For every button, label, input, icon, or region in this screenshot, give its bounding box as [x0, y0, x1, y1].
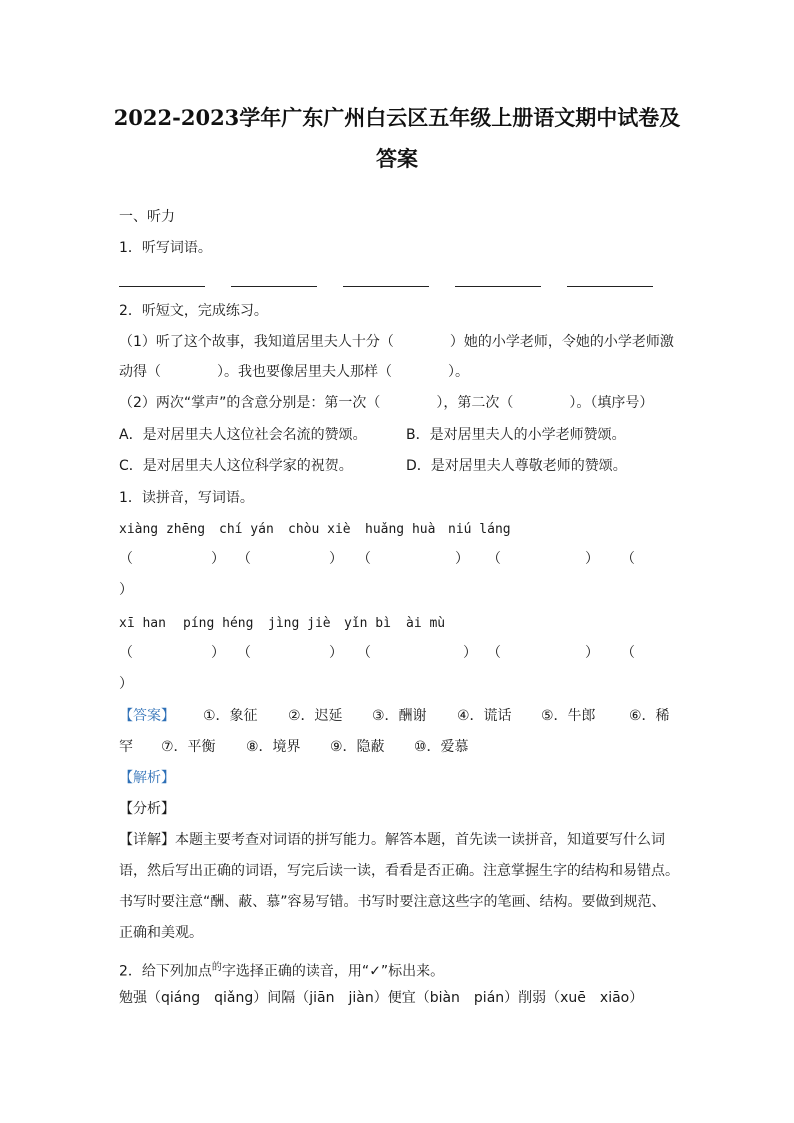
paren-row-2	[119, 643, 679, 663]
title-line-1: 2022-2023学年广东广州白云区五年级上册语文期中试卷及	[113, 105, 681, 130]
paren-open: （	[357, 645, 371, 661]
answer-item: 罕	[119, 739, 133, 755]
pinyin-item: huǎng huà	[365, 522, 436, 537]
pinyin-item: chí yán	[219, 522, 274, 537]
question-2-1-line-b: 动得（ ）。我也要像居里夫人那样（ ）。	[119, 364, 469, 380]
paren-open: （	[621, 645, 635, 661]
question-4-text-b: 字选择正确的读音，用“	[221, 963, 370, 980]
paren-close: ）	[211, 551, 225, 567]
paren-row-2-close: ）	[119, 676, 133, 692]
question-4	[119, 958, 444, 982]
pinyin-item: jìng jiè	[268, 616, 331, 631]
title-line-2: 答案	[376, 146, 418, 171]
question-2-2: （2）两次“掌声”的含意分别是：第一次（ ），第二次（ ）。（填序号）	[119, 395, 654, 411]
paren-close: ）	[329, 645, 343, 661]
detail-line-4: 正确和美观。	[119, 925, 203, 941]
paren-close: ）	[211, 645, 225, 661]
answer-item: ②．迟延	[288, 708, 343, 724]
answer-blank-3	[343, 286, 429, 287]
pinyin-row-2	[119, 614, 679, 634]
pinyin-item: xī han	[119, 616, 166, 631]
question-4-text-a: 2．给下列加点	[119, 963, 212, 980]
paren-close: ）	[329, 551, 343, 567]
pinyin-item: píng héng	[183, 616, 254, 631]
option-d: D．是对居里夫人尊敬老师的赞颂。	[406, 458, 627, 474]
paren-close: ）	[585, 551, 599, 567]
answer-line-1	[119, 706, 679, 726]
answer-item: ③．酬谢	[372, 708, 427, 724]
paren-open: （	[119, 645, 133, 661]
option-a: A．是对居里夫人这位社会名流的赞颂。	[119, 427, 367, 443]
answer-blank-1	[119, 286, 205, 287]
answer-item: ①．象征	[203, 708, 258, 724]
option-c: C．是对居里夫人这位科学家的祝贺。	[119, 458, 353, 474]
pinyin-item: yǐn bì	[344, 616, 391, 631]
paren-open: （	[487, 645, 501, 661]
pinyin-item: chòu xiè	[288, 522, 351, 537]
pinyin-item: xiàng zhēng	[119, 522, 206, 537]
detail-text: 本题主要考查对词语的拼写能力。解答本题，首先读一读拼音，知道要写什么词	[175, 832, 665, 848]
question-4-options: 勉强（qiáng qiǎng）间隔（jiān jiàn）便宜（biàn pián）削弱（xuē xiāo）	[119, 990, 644, 1006]
fenxi-label: 【分析】	[119, 801, 175, 817]
question-4-sup: 的	[211, 962, 222, 973]
paren-open: （	[237, 645, 251, 661]
answer-item: ⑨．隐蔽	[330, 739, 385, 755]
paren-open: （	[621, 551, 635, 567]
question-1-dictation: 1．听写词语。	[119, 240, 212, 256]
pinyin-row-1	[119, 520, 679, 540]
detail-line-1	[119, 830, 665, 850]
answer-line-2	[119, 737, 679, 757]
answer-item: ⑤．牛郎	[541, 708, 596, 724]
detail-line-2: 语，然后写出正确的词语，写完后读一读，看看是否正确。注意掌握生字的结构和易错点。	[119, 863, 679, 879]
option-b: B．是对居里夫人的小学老师赞颂。	[406, 427, 626, 443]
paren-row-1-close: ）	[119, 582, 133, 598]
answer-blank-4	[455, 286, 541, 287]
check-mark-icon: ✓	[369, 963, 381, 980]
paren-close: ）	[463, 645, 477, 661]
pinyin-item: ài mù	[406, 616, 446, 631]
paren-open: （	[357, 551, 371, 567]
answer-item: ⑦．平衡	[161, 739, 216, 755]
answer-item: ④．谎话	[457, 708, 512, 724]
answer-blank-5	[567, 286, 653, 287]
question-2: 2．听短文，完成练习。	[119, 303, 268, 319]
answer-item: ⑧．境界	[246, 739, 301, 755]
question-2-1-line-a: （1）听了这个故事，我知道居里夫人十分（ ）她的小学老师，令她的小学老师激	[119, 334, 674, 350]
question-4-text-c: ”标出来。	[380, 963, 445, 980]
section-listening: 一、听力	[119, 209, 175, 225]
analysis-label: 【解析】	[119, 770, 175, 786]
answer-blank-2	[231, 286, 317, 287]
paren-close: ）	[455, 551, 469, 567]
detail-line-3: 书写时要注意“酬、蔽、慕”容易写错。书写时要注意这些字的笔画、结构。要做到规范、	[119, 894, 666, 910]
paren-close: ）	[585, 645, 599, 661]
paren-row-1	[119, 549, 679, 569]
answer-item: ⑩．爱慕	[414, 739, 469, 755]
detail-label: 【详解】	[119, 832, 175, 848]
answer-item: ⑥．稀	[629, 708, 670, 724]
answer-label: 【答案】	[119, 708, 175, 724]
paren-open: （	[487, 551, 501, 567]
pinyin-item: niú láng	[448, 522, 511, 537]
question-3-pinyin: 1．读拼音，写词语。	[119, 490, 254, 506]
paren-open: （	[237, 551, 251, 567]
paren-open: （	[119, 551, 133, 567]
